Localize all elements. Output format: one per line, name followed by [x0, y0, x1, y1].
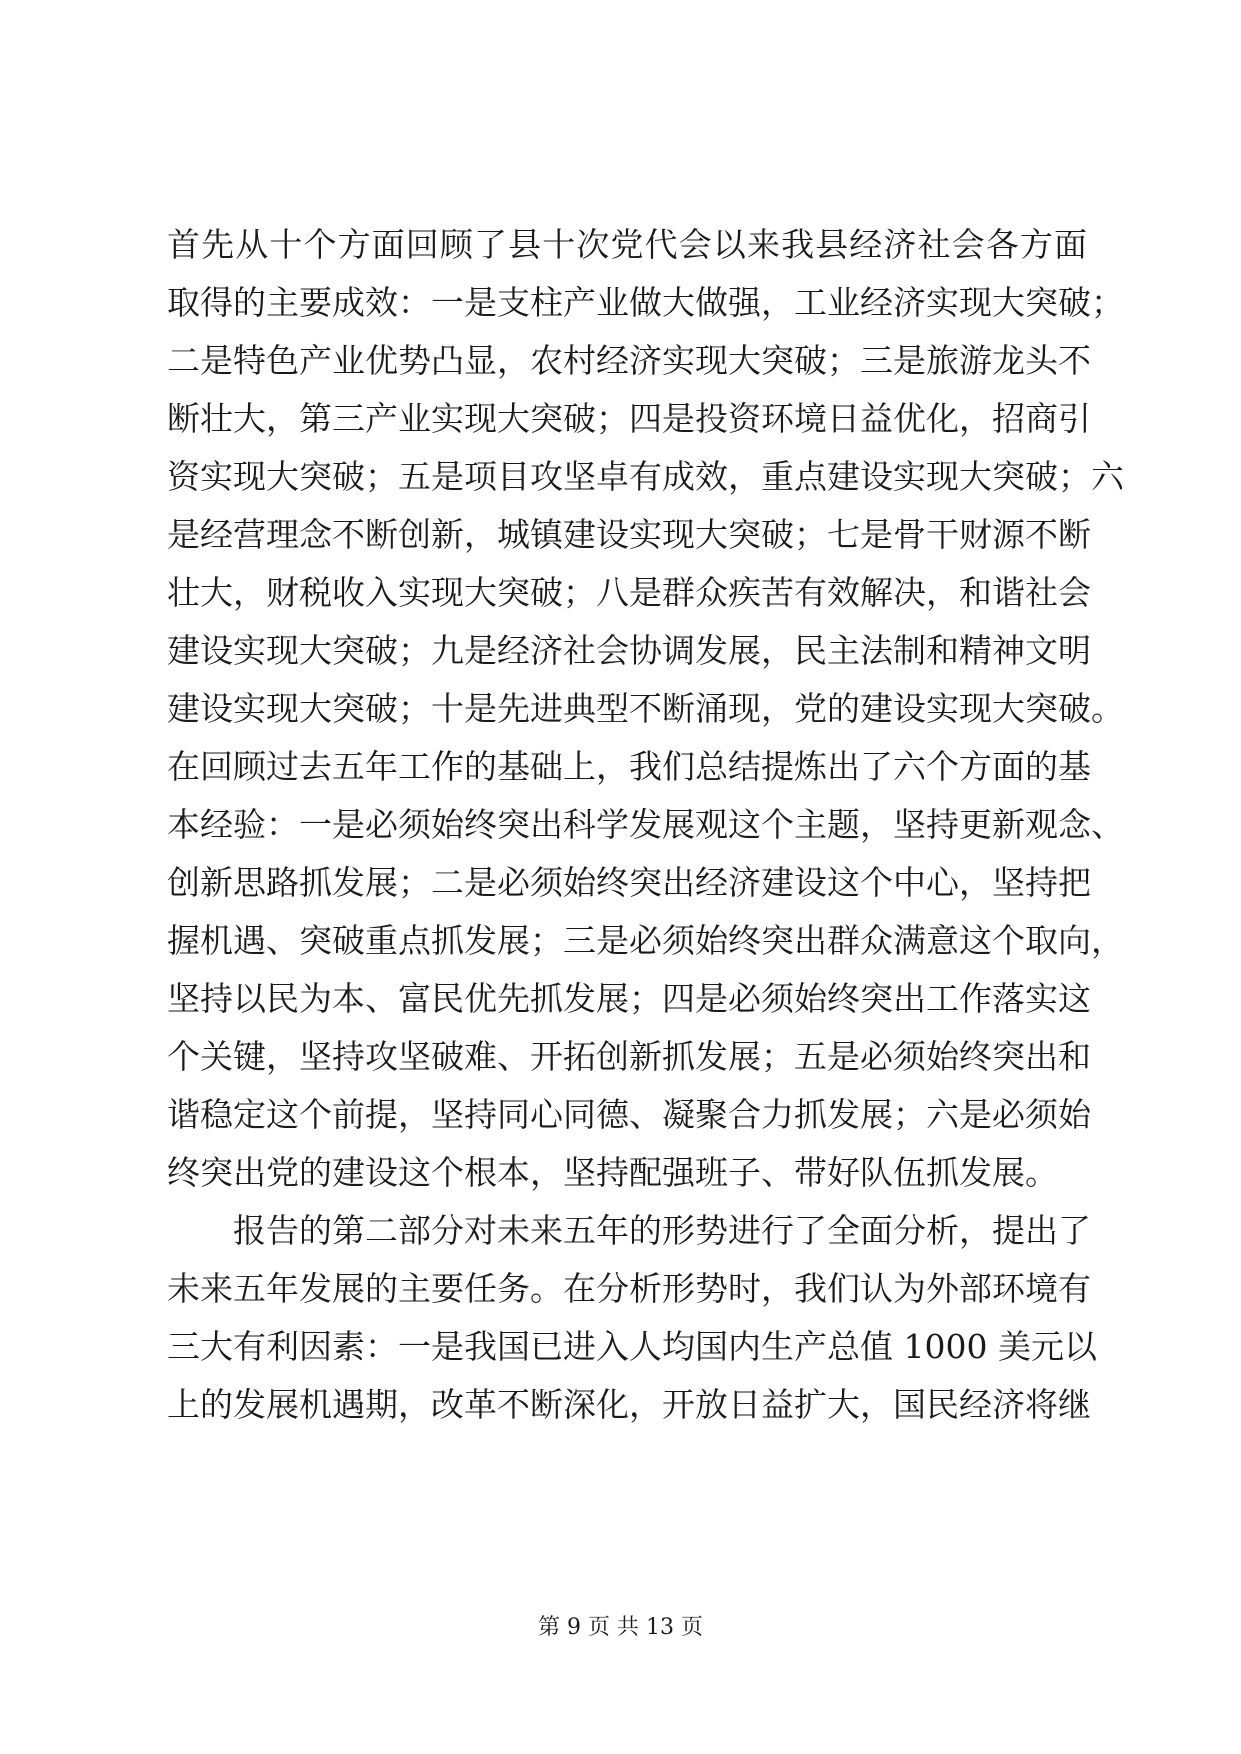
text-line: 壮大，财税收入实现大突破；八是群众疾苦有效解决，和谐社会: [167, 573, 1091, 612]
text-line: 个关键，坚持攻坚破难、开拓创新抓发展；五是必须始终突出和: [167, 1037, 1091, 1076]
text-line: 取得的主要成效：一是支柱产业做大做强，工业经济实现大突破；: [167, 283, 1124, 322]
text-line: 是经营理念不断创新，城镇建设实现大突破；七是骨干财源不断: [167, 515, 1091, 554]
text-line: 二是特色产业优势凸显，农村经济实现大突破；三是旅游龙头不: [167, 341, 1091, 380]
text-line: 未来五年发展的主要任务。在分析形势时，我们认为外部环境有: [167, 1269, 1091, 1308]
text-line: 建设实现大突破；十是先进典型不断涌现，党的建设实现大突破。: [167, 689, 1124, 728]
text-line: 创新思路抓发展；二是必须始终突出经济建设这个中心，坚持把: [167, 863, 1091, 902]
text-line: 上的发展机遇期，改革不断深化，开放日益扩大，国民经济将继: [167, 1385, 1091, 1424]
text-line: 建设实现大突破；九是经济社会协调发展，民主法制和精神文明: [167, 631, 1091, 670]
text-line: 首先从十个方面回顾了县十次党代会以来我县经济社会各方面: [167, 225, 1087, 264]
text-line: 报告的第二部分对未来五年的形势进行了全面分析，提出了: [167, 1211, 1091, 1250]
text-line: 在回顾过去五年工作的基础上，我们总结提炼出了六个方面的基: [167, 747, 1091, 786]
text-line: 资实现大突破；五是项目攻坚卓有成效，重点建设实现大突破；六: [167, 457, 1124, 496]
text-line: 坚持以民为本、富民优先抓发展；四是必须始终突出工作落实这: [167, 979, 1091, 1018]
text-line: 终突出党的建设这个根本，坚持配强班子、带好队伍抓发展。: [167, 1153, 1058, 1192]
text-line: 谐稳定这个前提，坚持同心同德、凝聚合力抓发展；六是必须始: [167, 1095, 1091, 1134]
text-line: 本经验：一是必须始终突出科学发展观这个主题，坚持更新观念、: [167, 805, 1124, 844]
text-line: 断壮大，第三产业实现大突破；四是投资环境日益优化，招商引: [167, 399, 1091, 438]
text-line: 握机遇、突破重点抓发展；三是必须始终突出群众满意这个取向，: [167, 921, 1124, 960]
text-line: 三大有利因素：一是我国已进入人均国内生产总值 1000 美元以: [167, 1327, 1097, 1366]
page-number-footer: 第 9 页 共 13 页: [538, 1615, 703, 1640]
